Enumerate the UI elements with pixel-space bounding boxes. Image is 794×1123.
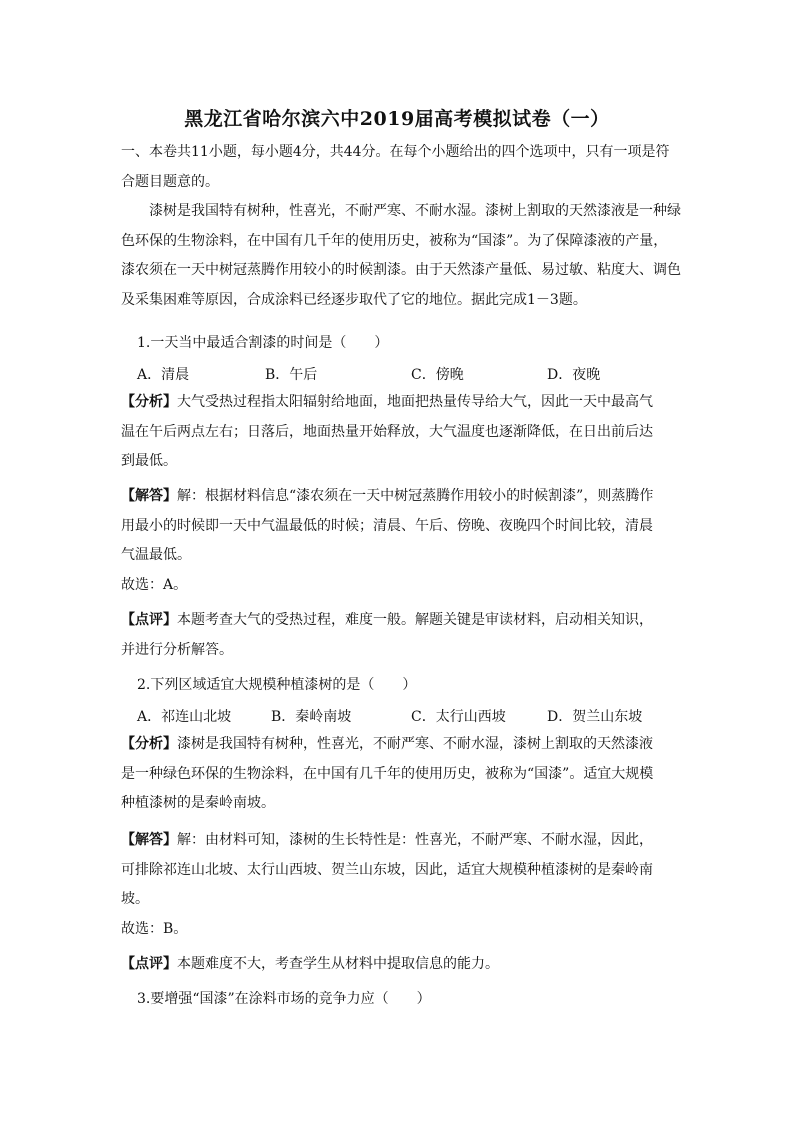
material-line: 漆树是我国特有树种，性喜光，不耐严寒、不耐水湿。漆树上割取的天然漆液是一种绿 — [149, 203, 681, 219]
answer-text: 用最小的时候即一天中气温最低的时候；清晨、午后、傍晚、夜晚四个时间比较，清晨 — [121, 517, 653, 534]
question-2-options — [137, 706, 677, 726]
question-1-options — [137, 364, 677, 384]
analysis-text: 大气受热过程指太阳辐射给地面，地面把热量传导给大气，因此一天中最高气 — [177, 394, 653, 410]
question-2-analysis — [121, 730, 677, 819]
material-paragraph — [121, 197, 681, 315]
answer-label: 【解答】 — [121, 832, 177, 848]
material-line: 及采集困难等原因，合成涂料已经逐步取代了它的地位。据此完成1－3题。 — [121, 291, 587, 308]
analysis-text: 是一种绿色环保的生物涂料，在中国有几千年的使用历史，被称为“国漆”。适宜大规模 — [121, 765, 654, 782]
question-1-analysis — [121, 388, 677, 477]
comment-text: 并进行分析解答。 — [121, 641, 233, 658]
analysis-text: 漆树是我国特有树种，性喜光，不耐严寒、不耐水湿，漆树上割取的天然漆液 — [177, 736, 653, 752]
option-d: D．贺兰山东坡 — [547, 709, 643, 725]
option-a: A．祁连山北坡 — [137, 709, 232, 725]
analysis-text: 温在午后两点左右；日落后，地面热量开始释放，大气温度也逐渐降低，在日出前后达 — [121, 423, 653, 440]
analysis-text: 到最低。 — [121, 453, 177, 469]
answer-text: 解：由材料可知，漆树的生长特性是：性喜光，不耐严寒、不耐水湿，因此， — [177, 832, 653, 848]
question-1-answer — [121, 482, 677, 600]
answer-text: 可排除祁连山北坡、太行山西坡、贺兰山东坡，因此，适宜大规模种植漆树的是秦岭南 — [121, 861, 653, 878]
material-line: 色环保的生物涂料，在中国有几千年的使用历史，被称为“国漆”。为了保障漆液的产量， — [121, 232, 668, 249]
option-b: B．秦岭南坡 — [271, 709, 352, 725]
comment-label: 【点评】 — [121, 956, 177, 972]
option-d: D．夜晚 — [547, 367, 601, 383]
answer-label: 【解答】 — [121, 488, 177, 504]
option-c: C．太行山西坡 — [411, 709, 506, 725]
question-1-stem: 1.一天当中最适合割漆的时间是（ ） — [137, 335, 389, 351]
intro-line: 一、本卷共11小题，每小题4分，共44分。在每个小题给出的四个选项中，只有一项是符 — [121, 144, 670, 160]
answer-text: 解：根据材料信息“漆农须在一天中树冠蒸腾作用较小的时候割漆”，则蒸腾作 — [177, 488, 654, 504]
page-title: 黑龙江省哈尔滨六中2019届高考模拟试卷（一） — [184, 108, 610, 130]
question-3-stem: 3.要增强“国漆”在涂料市场的竞争力应（ ） — [137, 991, 431, 1007]
analysis-label: 【分析】 — [121, 394, 177, 410]
option-c: C．傍晚 — [411, 367, 464, 383]
question-2-stem: 2.下列区域适宜大规模种植漆树的是（ ） — [137, 677, 417, 693]
question-2-answer — [121, 826, 677, 944]
option-a: A．清晨 — [137, 367, 190, 383]
analysis-text: 种植漆树的是秦岭南坡。 — [121, 795, 275, 811]
question-1-comment — [121, 606, 677, 665]
comment-text: 本题难度不大，考查学生从材料中提取信息的能力。 — [177, 956, 499, 972]
question-2-comment — [121, 950, 677, 980]
material-line: 漆农须在一天中树冠蒸腾作用较小的时候割漆。由于天然漆产量低、易过敏、粘度大、调色 — [121, 262, 681, 278]
choice-text: 故选：B。 — [121, 920, 188, 937]
comment-text: 本题考查大气的受热过程，难度一般。解题关键是审读材料，启动相关知识， — [177, 612, 653, 628]
section-intro — [121, 138, 677, 197]
choice-text: 故选：A。 — [121, 576, 188, 593]
answer-text: 气温最低。 — [121, 547, 191, 563]
analysis-label: 【分析】 — [121, 736, 177, 752]
answer-text: 坡。 — [121, 891, 149, 907]
comment-label: 【点评】 — [121, 612, 177, 628]
option-b: B．午后 — [265, 367, 318, 383]
intro-line: 合题目题意的。 — [121, 173, 219, 190]
